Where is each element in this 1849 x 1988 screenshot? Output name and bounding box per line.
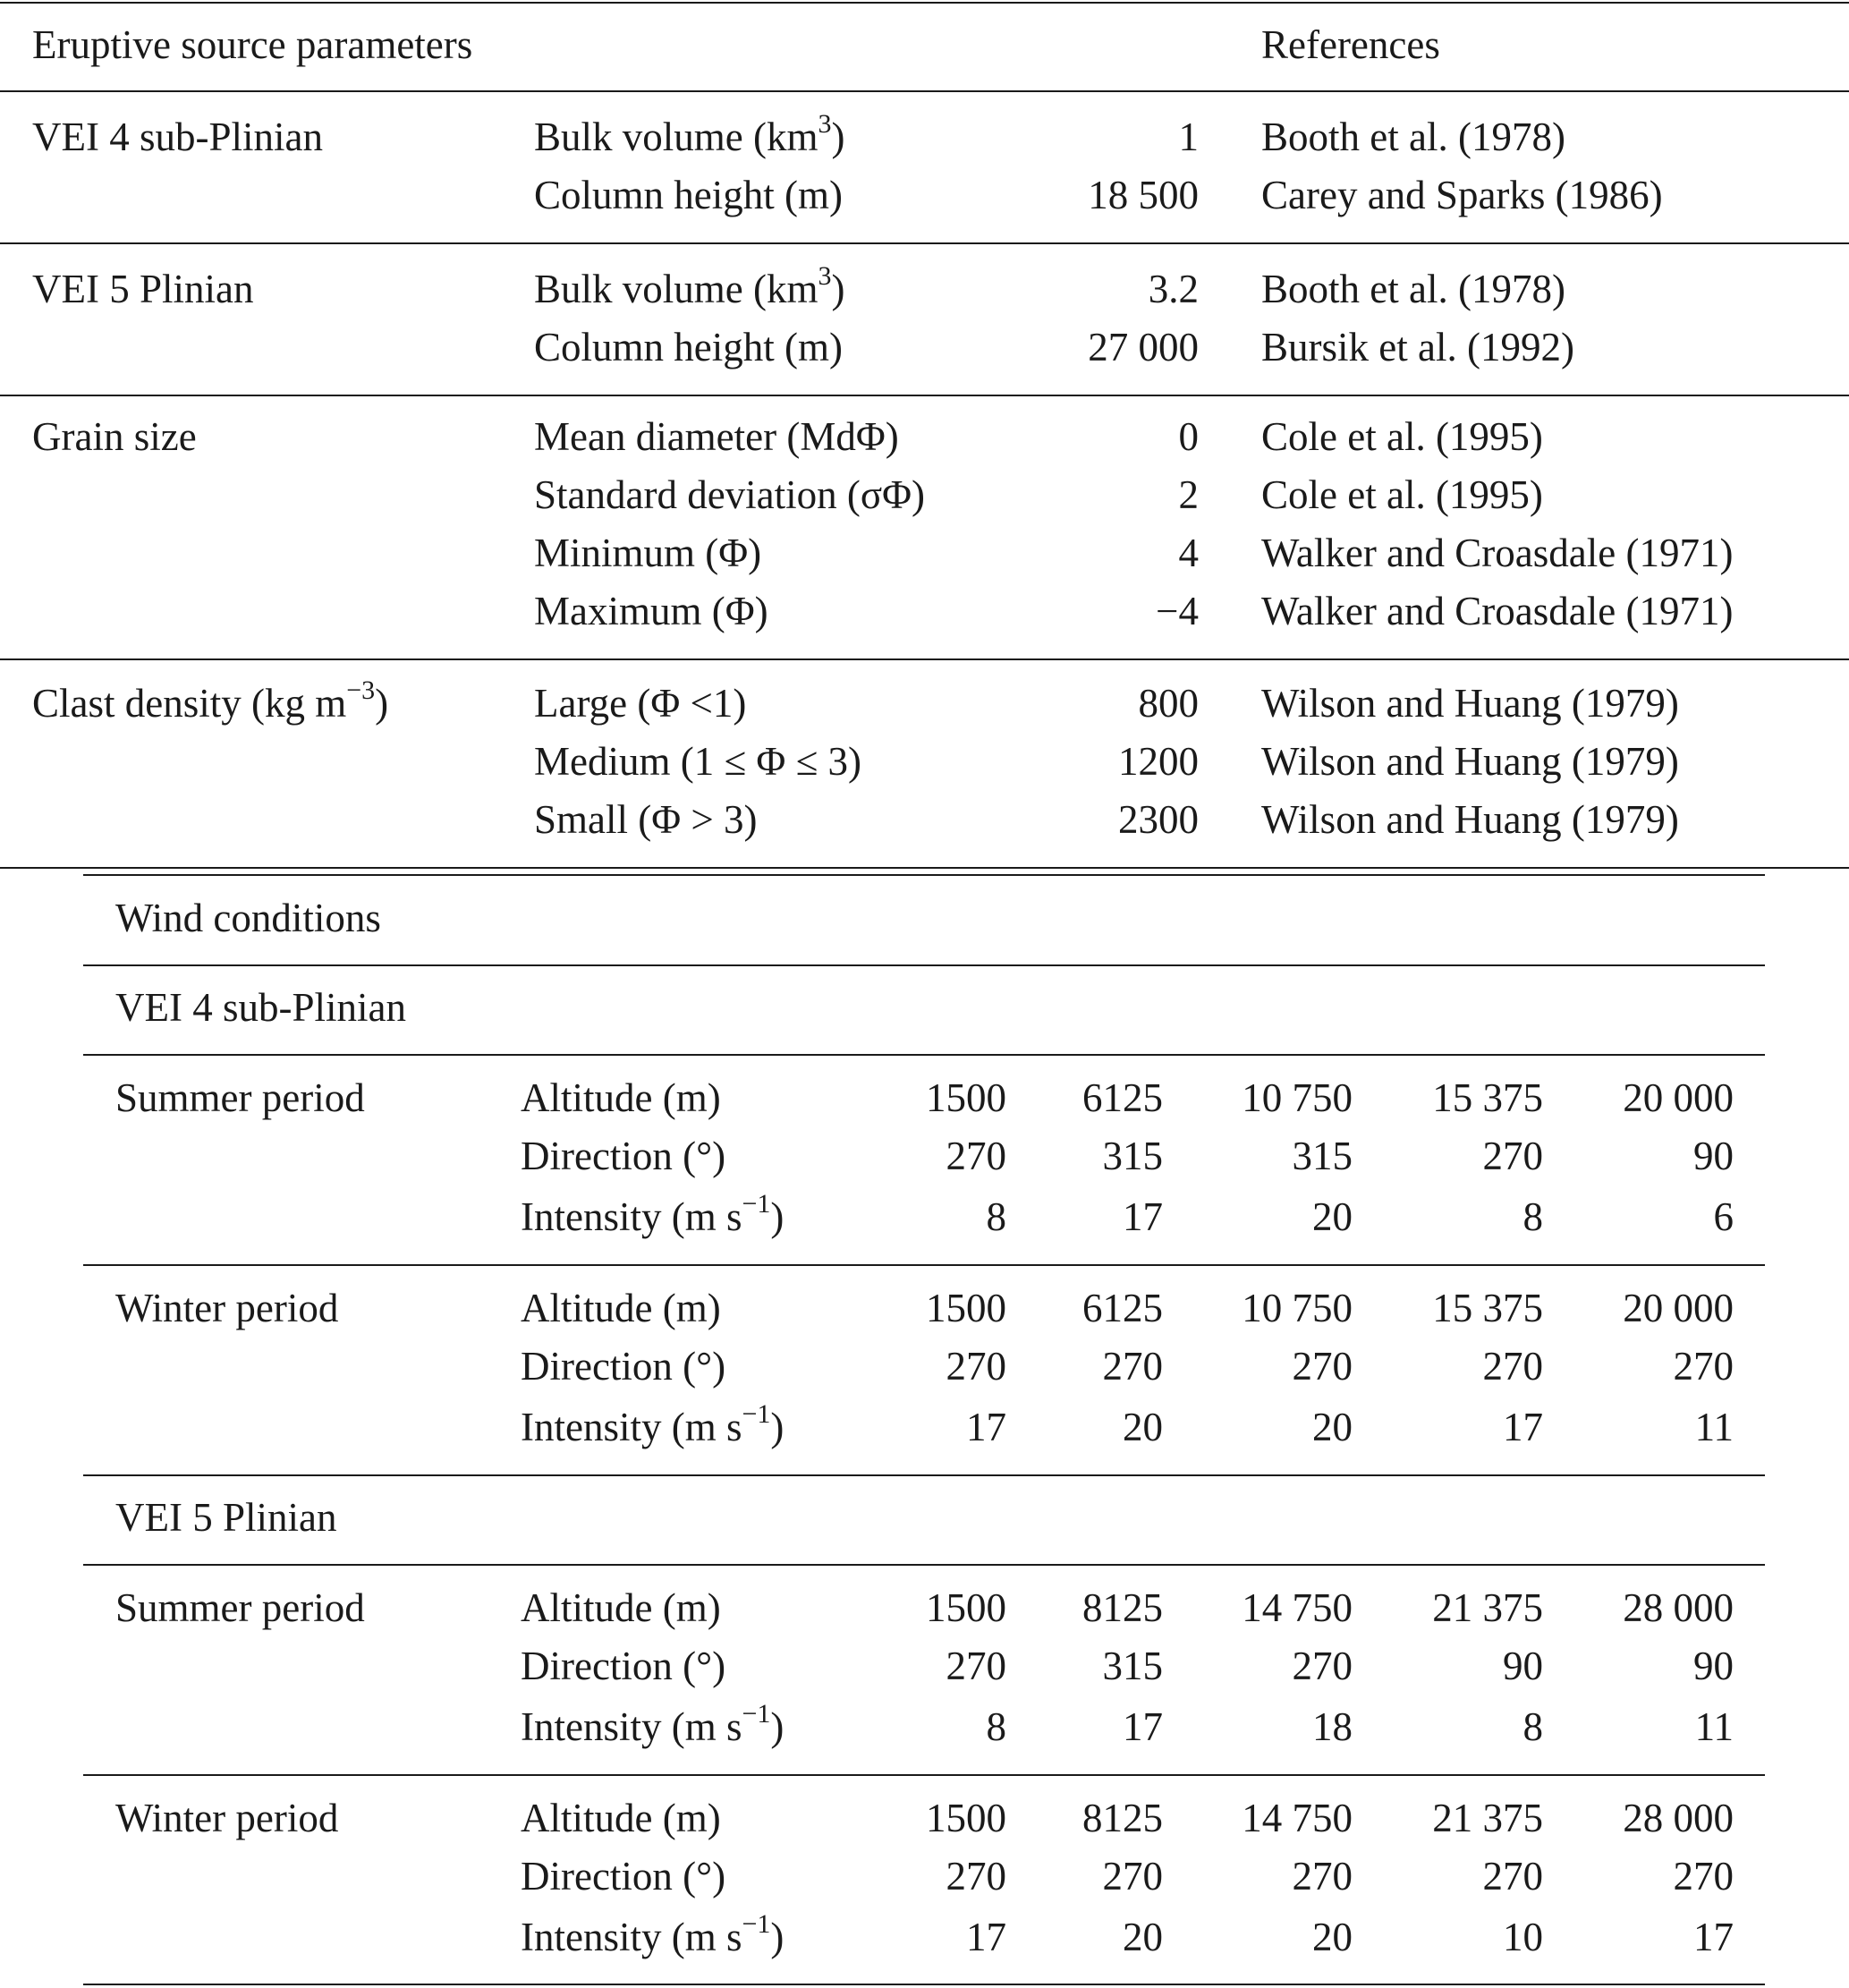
intensity-label: Intensity (m $s^{-1}$) [521, 1399, 785, 1449]
direction-value: 270 [946, 1854, 1006, 1899]
intensity-value: 20 [1312, 1194, 1353, 1239]
direction-value: 90 [1693, 1134, 1734, 1178]
intensity-value: 18 [1312, 1704, 1353, 1749]
direction-value: 90 [1693, 1644, 1734, 1688]
direction-label: Direction (°) [521, 1344, 726, 1389]
altitude-value: 8125 [1082, 1585, 1163, 1630]
intensity-value: 6 [1713, 1194, 1734, 1239]
reference: Wilson and Huang (1979) [1261, 739, 1679, 784]
reference: Walker and Croasdale (1971) [1261, 589, 1734, 633]
altitude-value: 6125 [1082, 1075, 1163, 1120]
param-label: Bulk volume $(km^3)$ [534, 109, 845, 159]
reference: Bursik et al. (1992) [1261, 325, 1574, 370]
intensity-value: 8 [986, 1194, 1006, 1239]
direction-value: 270 [1292, 1344, 1353, 1389]
param-value: 1200 [1118, 739, 1199, 784]
direction-label: Direction (°) [521, 1854, 726, 1899]
period-label: Winter period [115, 1286, 339, 1330]
reference: Booth et al. (1978) [1261, 115, 1565, 159]
reference: Walker and Croasdale (1971) [1261, 531, 1734, 575]
rule [83, 1474, 1765, 1476]
direction-value: 270 [946, 1134, 1006, 1178]
intensity-value: 17 [966, 1405, 1006, 1449]
altitude-label: Altitude (m) [521, 1075, 721, 1120]
direction-value: 270 [1292, 1644, 1353, 1688]
altitude-value: 14 750 [1242, 1585, 1353, 1630]
group-label: VEI 5 Plinian [32, 267, 254, 311]
reference: Cole et al. (1995) [1261, 414, 1543, 459]
intensity-label: Intensity (m $s^{-1}$) [521, 1699, 785, 1749]
rule [83, 1564, 1765, 1566]
intensity-value: 17 [966, 1915, 1006, 1959]
altitude-label: Altitude (m) [521, 1796, 721, 1840]
direction-label: Direction (°) [521, 1644, 726, 1688]
direction-value: 270 [1482, 1134, 1543, 1178]
intensity-value: 20 [1123, 1915, 1163, 1959]
group-label: Grain size [32, 414, 197, 459]
rule-top [0, 2, 1849, 4]
altitude-value: 1500 [926, 1075, 1006, 1120]
reference: Wilson and Huang (1979) [1261, 797, 1679, 842]
reference: Carey and Sparks (1986) [1261, 173, 1663, 217]
direction-value: 270 [1292, 1854, 1353, 1899]
rule-top [83, 874, 1765, 876]
param-label: Column height (m) [534, 173, 843, 217]
rule [83, 1054, 1765, 1056]
param-value: 2 [1178, 472, 1199, 517]
altitude-value: 20 000 [1623, 1286, 1734, 1330]
section-label: VEI 5 Plinian [115, 1495, 337, 1540]
intensity-value: 17 [1123, 1194, 1163, 1239]
param-label: Medium (1 ≤ Φ ≤ 3) [534, 739, 861, 784]
rule [83, 1774, 1765, 1776]
header-references: References [1261, 22, 1440, 67]
direction-value: 315 [1292, 1134, 1353, 1178]
param-value: 800 [1138, 681, 1199, 726]
rule [83, 1264, 1765, 1266]
altitude-value: 10 750 [1242, 1075, 1353, 1120]
direction-value: 270 [1102, 1854, 1163, 1899]
direction-value: 270 [946, 1344, 1006, 1389]
param-value: 0 [1178, 414, 1199, 459]
rule-bottom [0, 867, 1849, 869]
reference: Booth et al. (1978) [1261, 267, 1565, 311]
period-label: Winter period [115, 1796, 339, 1840]
intensity-value: 17 [1503, 1405, 1543, 1449]
intensity-value: 20 [1312, 1915, 1353, 1959]
param-label: Mean diameter (MdΦ) [534, 414, 899, 459]
rule-header [0, 90, 1849, 92]
altitude-value: 1500 [926, 1286, 1006, 1330]
direction-label: Direction (°) [521, 1134, 726, 1178]
section-label: VEI 4 sub-Plinian [115, 985, 406, 1030]
wind-title: Wind conditions [115, 896, 381, 940]
direction-value: 270 [1673, 1344, 1734, 1389]
param-value: 27 000 [1088, 325, 1199, 370]
altitude-value: 15 375 [1432, 1286, 1543, 1330]
header-parameters: Eruptive source parameters [32, 22, 473, 67]
altitude-value: 21 375 [1432, 1585, 1543, 1630]
param-label: Bulk volume $(km^3)$ [534, 261, 845, 311]
param-value: 4 [1178, 531, 1199, 575]
direction-value: 270 [1482, 1854, 1543, 1899]
period-label: Summer period [115, 1075, 365, 1120]
direction-value: 315 [1102, 1134, 1163, 1178]
intensity-label: Intensity (m $s^{-1}$) [521, 1189, 785, 1239]
param-value: −4 [1156, 589, 1199, 633]
intensity-value: 10 [1503, 1915, 1543, 1959]
rule-group [0, 395, 1849, 396]
param-label: Column height (m) [534, 325, 843, 370]
altitude-value: 1500 [926, 1585, 1006, 1630]
param-label: Large (Φ <1) [534, 681, 747, 726]
altitude-value: 14 750 [1242, 1796, 1353, 1840]
intensity-value: 20 [1312, 1405, 1353, 1449]
intensity-value: 11 [1694, 1405, 1734, 1449]
altitude-value: 1500 [926, 1796, 1006, 1840]
altitude-value: 28 000 [1623, 1585, 1734, 1630]
rule-group [0, 658, 1849, 660]
intensity-value: 20 [1123, 1405, 1163, 1449]
param-label: Minimum (Φ) [534, 531, 762, 575]
altitude-value: 8125 [1082, 1796, 1163, 1840]
altitude-value: 6125 [1082, 1286, 1163, 1330]
param-label: Standard deviation (σΦ) [534, 472, 926, 517]
group-label: VEI 4 sub-Plinian [32, 115, 323, 159]
intensity-value: 17 [1693, 1915, 1734, 1959]
direction-value: 270 [1102, 1344, 1163, 1389]
param-label: Small (Φ > 3) [534, 797, 758, 842]
direction-value: 270 [1673, 1854, 1734, 1899]
altitude-value: 28 000 [1623, 1796, 1734, 1840]
param-label: Maximum (Φ) [534, 589, 768, 633]
param-value: 1 [1178, 115, 1199, 159]
altitude-label: Altitude (m) [521, 1286, 721, 1330]
period-label: Summer period [115, 1585, 365, 1630]
intensity-value: 11 [1694, 1704, 1734, 1749]
rule-bottom [83, 1984, 1765, 1985]
altitude-value: 10 750 [1242, 1286, 1353, 1330]
altitude-value: 21 375 [1432, 1796, 1543, 1840]
altitude-value: 15 375 [1432, 1075, 1543, 1120]
reference: Wilson and Huang (1979) [1261, 681, 1679, 726]
param-value: 3.2 [1148, 267, 1199, 311]
direction-value: 270 [946, 1644, 1006, 1688]
intensity-value: 8 [986, 1704, 1006, 1749]
group-label: Clast density (kg $m^{-3}$) [32, 675, 389, 726]
altitude-value: 20 000 [1623, 1075, 1734, 1120]
rule [83, 964, 1765, 966]
rule-group [0, 242, 1849, 244]
intensity-value: 8 [1522, 1194, 1543, 1239]
intensity-label: Intensity (m $s^{-1}$) [521, 1909, 785, 1959]
reference: Cole et al. (1995) [1261, 472, 1543, 517]
direction-value: 270 [1482, 1344, 1543, 1389]
altitude-label: Altitude (m) [521, 1585, 721, 1630]
param-value: 18 500 [1088, 173, 1199, 217]
intensity-value: 17 [1123, 1704, 1163, 1749]
param-value: 2300 [1118, 797, 1199, 842]
direction-value: 90 [1503, 1644, 1543, 1688]
intensity-value: 8 [1522, 1704, 1543, 1749]
direction-value: 315 [1102, 1644, 1163, 1688]
